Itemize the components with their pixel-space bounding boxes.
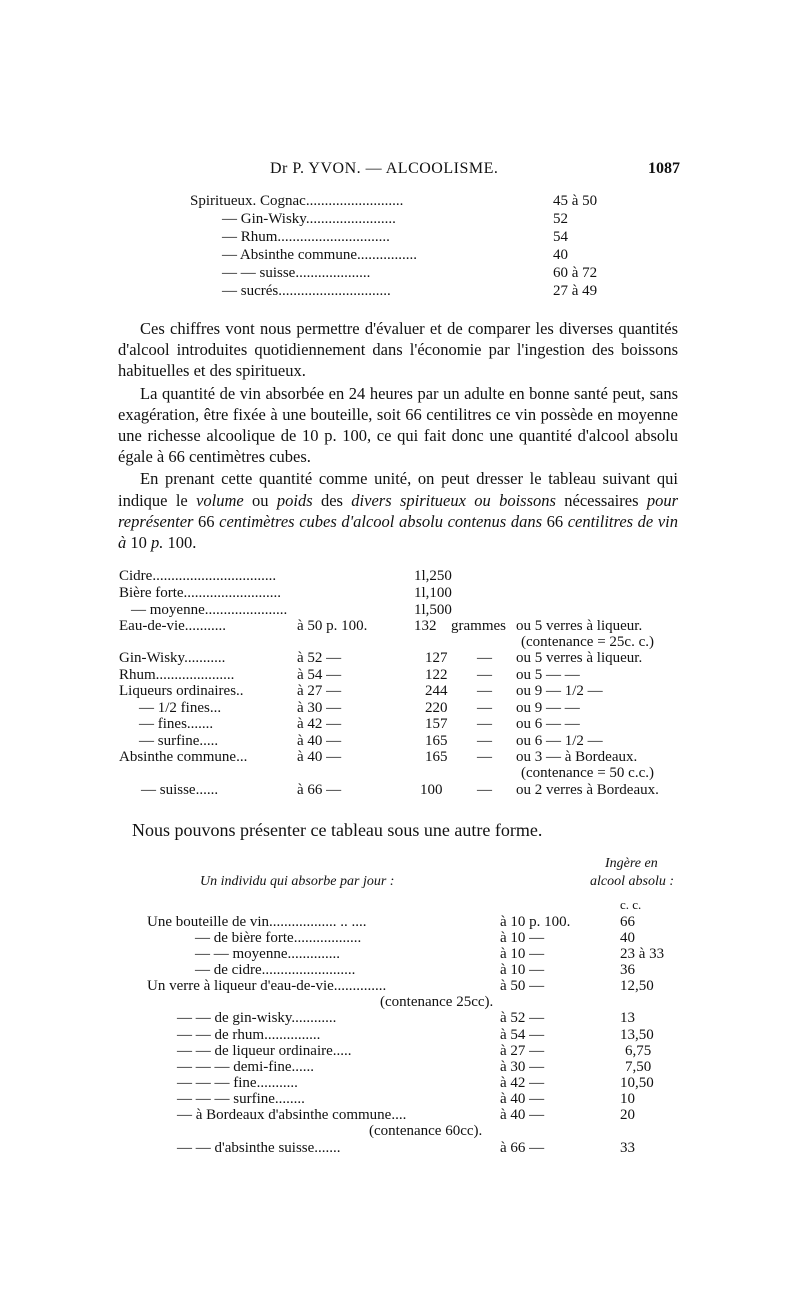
table2-right-header-1: Ingère en — [605, 856, 658, 871]
paragraph: La quantité de vin absorbée en 24 heures par un adulte en bonne santé peut, sans exagération, être fixée à une bouteille, soit 66 centilitres ce vin possède en moyenne une richesse alcoolique de 10 p. 100, ce qui fait donc une quantité d'alcool absolu égale à 66 centimètres cubes. — [118, 383, 678, 467]
body-text — [118, 318, 678, 553]
paragraph: En prenant cette quantité comme unité, on peut dresser le tableau suivant qui indique le volume ou poids des divers spiritueux ou boissons nécessaires pour représenter 66 centimètres cubes d'alcool absolu contenus dans 66 centilitres de vin à 10 p. 100. — [118, 469, 678, 553]
table2-unit: c. c. — [620, 897, 642, 912]
page-number: 1087 — [648, 160, 680, 177]
table2-left-header: Un individu qui absorbe par jour : — [200, 874, 395, 889]
table2-right-header-2: alcool absolu : — [590, 874, 674, 889]
book-page: Dr P. YVON. — ALCOOLISME. 1087 Spiritueux. Cognac.......................... 45 à 50 — Gin-Wisky........................ 52 — Rhum.............................. 54 — Absinthe commune................ 40 — — suisse.................... 60 à 72 — sucrés.............................. 27 à 49 Ces chiffres vont nous permettre d'évaluer et de comparer les diverses quantités d'alcool introduites quotidiennement dans l'économie par l'ingestion des boissons habituelles et des spiritueux. La quantité de vin absorbée en 24 heures par un adulte en bonne santé peut, sans exagération, être fixée à une bouteille, soit 66 centilitres ce vin possède en moyenne une richesse alcoolique de 10 p. 100, ce qui fait donc une quantité d'alcool absolu égale à 66 centimètres cubes. En prenant cette quantité comme unité, on peut dresser le tableau suivant qui indique le volume ou poids des divers spiritueux ou boissons nécessaires pour représenter 66 centimètres cubes d'alcool absolu contenus dans 66 centilitres de vin à 10 p. 100. Cidre................................. 1l,250 Bière forte.......................... 1l,100 — moyenne...................... 1l,500 Eau-de-vie........... à 50 p. 100. 132 grammes ou 5 verres à liqueur. (contenance = 25c. c.) Gin-Wisky........... à 52 — 127 — ou 5 verres à liqueur. Rhum..................... à 54 — 122 — ou 5 — — Liqueurs ordinaires.. à 27 — 244 — ou 9 — 1/2 — — 1/2 fines... à 30 — 220 — ou 9 — — — fines....... à 42 — 157 — ou 6 — — — surfine..... à 40 — 165 — ou 6 — 1/2 — Absinthe commune... à 40 — 165 — ou 3 — à Bordeaux. (contenance = 50 c.c.) — suisse...... à 66 — 100 — ou 2 verres à Bordeaux. Nous pouvons présenter ce tableau sous une autre forme. Un individu qui absorbe par jour : Ingère en alcool absolu : c. c. Une bouteille de vin.................. .. .... à 10 p. 100. 66 — de bière forte.................. à 10 — 40 — — moyenne.............. à 10 — 23 à 33 — de cidre......................... à 10 — 36 Un verre à liqueur d'eau-de-vie.............. à 50 — 12,50 (contenance 25cc). — — de gin-wisky............ à 52 — 13 — — de rhum............... à 54 — 13,50 — — de liqueur ordinaire..... à 27 — 6,75 — — — demi-fine...... à 30 — 7,50 — — — fine........... à 42 — 10,50 — — — surfine........ à 40 — 10 — à Bordeaux d'absinthe commune.... à 40 — 20 (contenance 60cc). — — d'absinthe suisse....... à 66 — 33 — [0, 0, 800, 1304]
transition-sentence: Nous pouvons présenter ce tableau sous une autre forme. — [132, 820, 543, 840]
running-header — [0, 160, 800, 182]
paragraph: Ces chiffres vont nous permettre d'évaluer et de comparer les diverses quantités d'alcool introduites quotidiennement dans l'économie par l'ingestion des boissons habituelles et des spiritueux. — [118, 319, 678, 381]
header-title: Dr P. YVON. — ALCOOLISME. — [270, 160, 499, 177]
